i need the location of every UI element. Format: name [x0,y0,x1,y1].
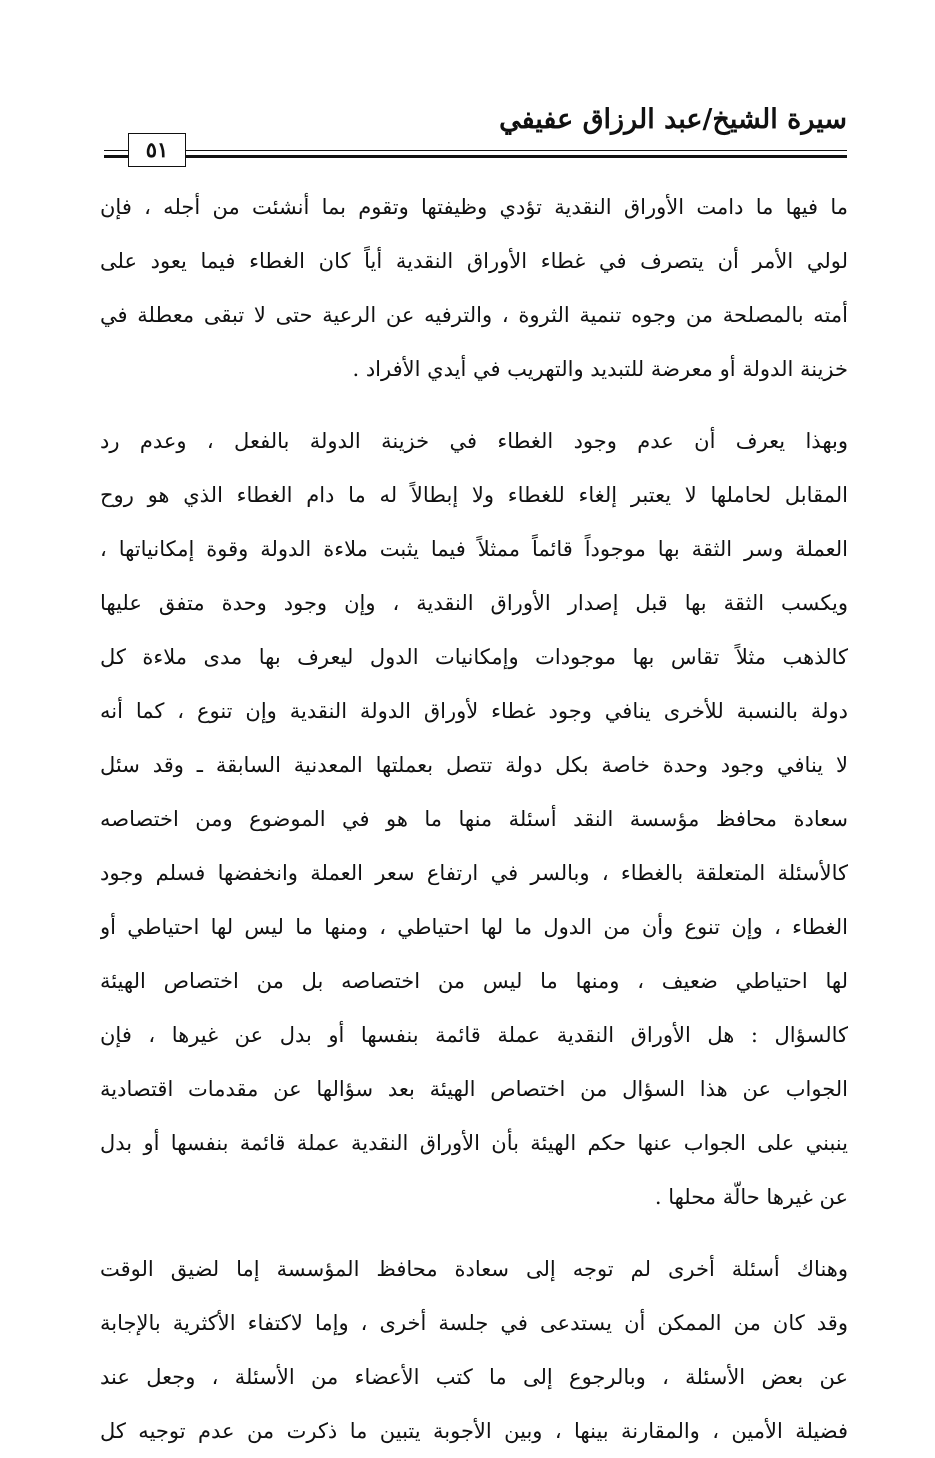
text-line: كالأسئلة المتعلقة بالغطاء ، وبالسر في ارتفاع سعر العملة وانخفضها فسلم وجود [100,861,848,885]
text-line: دولة بالنسبة للأخرى ينافي وجود غطاء لأوراق الدولة النقدية وإن تنوع ، كما أنه [100,699,848,723]
text-line: أمته بالمصلحة من وجوه تنمية الثروة ، والترفيه عن الرعية حتى لا تبقى معطلة في [100,303,848,327]
text-line: عن بعض الأسئلة ، وبالرجوع إلى ما كتب الأعضاء من الأسئلة ، وجعل عند [100,1365,848,1389]
text-line: فضيلة الأمين ، والمقارنة بينها ، وبين الأجوبة يتبين ما ذكرت من عدم توجيه كل [100,1419,848,1443]
text-line: ما فيها ما دامت الأوراق النقدية تؤدي وظيفتها وتقوم بما أنشئت من أجله ، فإن [100,195,848,219]
text-line: وهناك أسئلة أخرى لم توجه إلى سعادة محافظ المؤسسة إما لضيق الوقت [100,1257,848,1281]
text-line: ويكسب الثقة بها قبل إصدار الأوراق النقدية ، وإن وجود وحدة متفق عليها [100,591,848,615]
text-line: كالذهب مثلاً تقاس بها موجودات وإمكانيات الدول ليعرف بها مدى ملاءة كل [100,645,848,669]
text-line: لها احتياطي ضعيف ، ومنها ما ليس من اختصاصه بل من اختصاص الهيئة [100,969,848,993]
text-line: عن غيرها حالّة محلها . [654,1185,848,1209]
text-line: ينبني على الجواب عنها حكم الهيئة بأن الأوراق النقدية عملة قائمة بنفسها أو بدل [100,1131,848,1155]
text-line: العملة وسر الثقة بها موجوداً قائماً ممثلاً فيما يثبت ملاءة الدولة وقوة إمكانياتها ، [100,537,848,561]
paragraph-3 [100,1242,848,1458]
text-line: خزينة الدولة أو معرضة للتبديد والتهريب في أيدي الأفراد . [352,357,848,381]
text-line: الغطاء ، وإن تنوع وأن من الدول ما لها احتياطي ، ومنها ما ليس لها احتياطي أو [100,915,848,939]
page-number-box: ٥١ [128,133,186,167]
paragraph-gap [100,1224,848,1242]
text-line: وقد كان من الممكن أن يستدعى في جلسة أخرى ، وإما لاكتفاء الأكثرية بالإجابة [100,1311,848,1335]
text-line: لولي الأمر أن يتصرف في غطاء الأوراق النقدية أياً كان الغطاء فيما يعود على [100,249,848,273]
running-title: سيرة الشيخ/عبد الرزاق عفيفي [499,104,847,135]
paragraph-2 [100,414,848,1224]
text-line: الجواب عن هذا السؤال من اختصاص الهيئة بعد سؤالها عن مقدمات اقتصادية [100,1077,848,1101]
paragraph-gap [100,396,848,414]
text-line: سعادة محافظ مؤسسة النقد أسئلة منها ما هو في الموضوع ومن اختصاصه [100,807,848,831]
text-line: كالسؤال : هل الأوراق النقدية عملة قائمة بنفسها أو بدل عن غيرها ، فإن [100,1023,848,1047]
paragraph-1 [100,180,848,396]
header-rule-thin [104,150,847,151]
text-line: المقابل لحاملها لا يعتبر إلغاء للغطاء ولا إبطالاً له ما دام الغطاء الذي هو روح [100,483,848,507]
body-text [100,180,848,1458]
text-line: وبهذا يعرف أن عدم وجود الغطاء في خزينة الدولة بالفعل ، وعدم رد [100,429,848,453]
text-line: لا ينافي وجود وحدة خاصة بكل دولة تتصل بعملتها المعدنية السابقة ـ وقد سئل [100,753,848,777]
header-rule-thick [104,155,847,158]
